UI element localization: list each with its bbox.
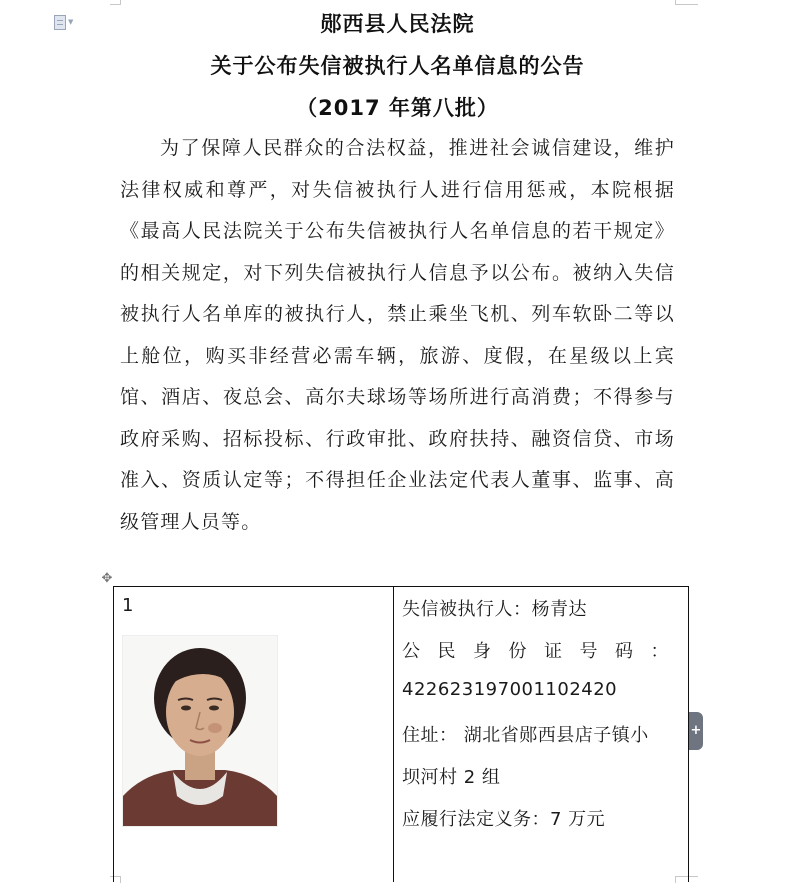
page-corner-mark [110, 0, 121, 5]
page-corner-mark [675, 0, 698, 5]
id-number-label: 公民身份证号码： [402, 641, 686, 662]
page-subtitle: 关于公布失信被执行人名单信息的公告 [210, 54, 585, 78]
person-photo [122, 635, 278, 827]
address-line-1: 住址： 湖北省郧西县店子镇小 [402, 725, 649, 746]
page-title: 郧西县人民法院 [320, 12, 475, 36]
batch-label: （2017 年第八批） [296, 96, 499, 120]
record-table [113, 586, 689, 882]
id-number-value: 422623197001102420 [402, 679, 618, 700]
document-icon[interactable] [54, 14, 76, 30]
address-line-2: 坝河村 2 组 [402, 767, 501, 788]
record-info-cell [394, 587, 688, 882]
plus-icon[interactable]: + [689, 712, 703, 750]
document-sheet-icon [54, 15, 66, 30]
obligation-amount: 应履行法定义务：7 万元 [402, 809, 606, 830]
person-photo-image [123, 636, 277, 826]
announcement-paragraph: 为了保障人民群众的合法权益，推进社会诚信建设，维护法律权威和尊严，对失信被执行人进行信用惩戒，本院根据《最高人民法院关于公布失信被执行人名单信息的若干规定》的相关规定，对下列失信被执行人信息予以公布。被纳入失信被执行人名单库的被执行人，禁止乘坐飞机、列车软卧二等以上舱位，购买非经营必需车辆，旅游、度假，在星级以上宾馆、酒店、夜总会、高尔夫球场等场所进行高消费；不得参与政府采购、招标投标、行政审批、政府扶持、融资信贷、市场准入、资质认定等；不得担任企业法定代表人董事、监事、高级管理人员等。 [120, 137, 675, 533]
record-photo-cell [114, 587, 394, 882]
chevron-down-icon: ▼ [68, 18, 74, 26]
table-move-handle-icon[interactable]: ✥ [101, 571, 113, 586]
debtor-name: 失信被执行人：杨青达 [402, 599, 587, 620]
record-number: 1 [122, 595, 134, 616]
